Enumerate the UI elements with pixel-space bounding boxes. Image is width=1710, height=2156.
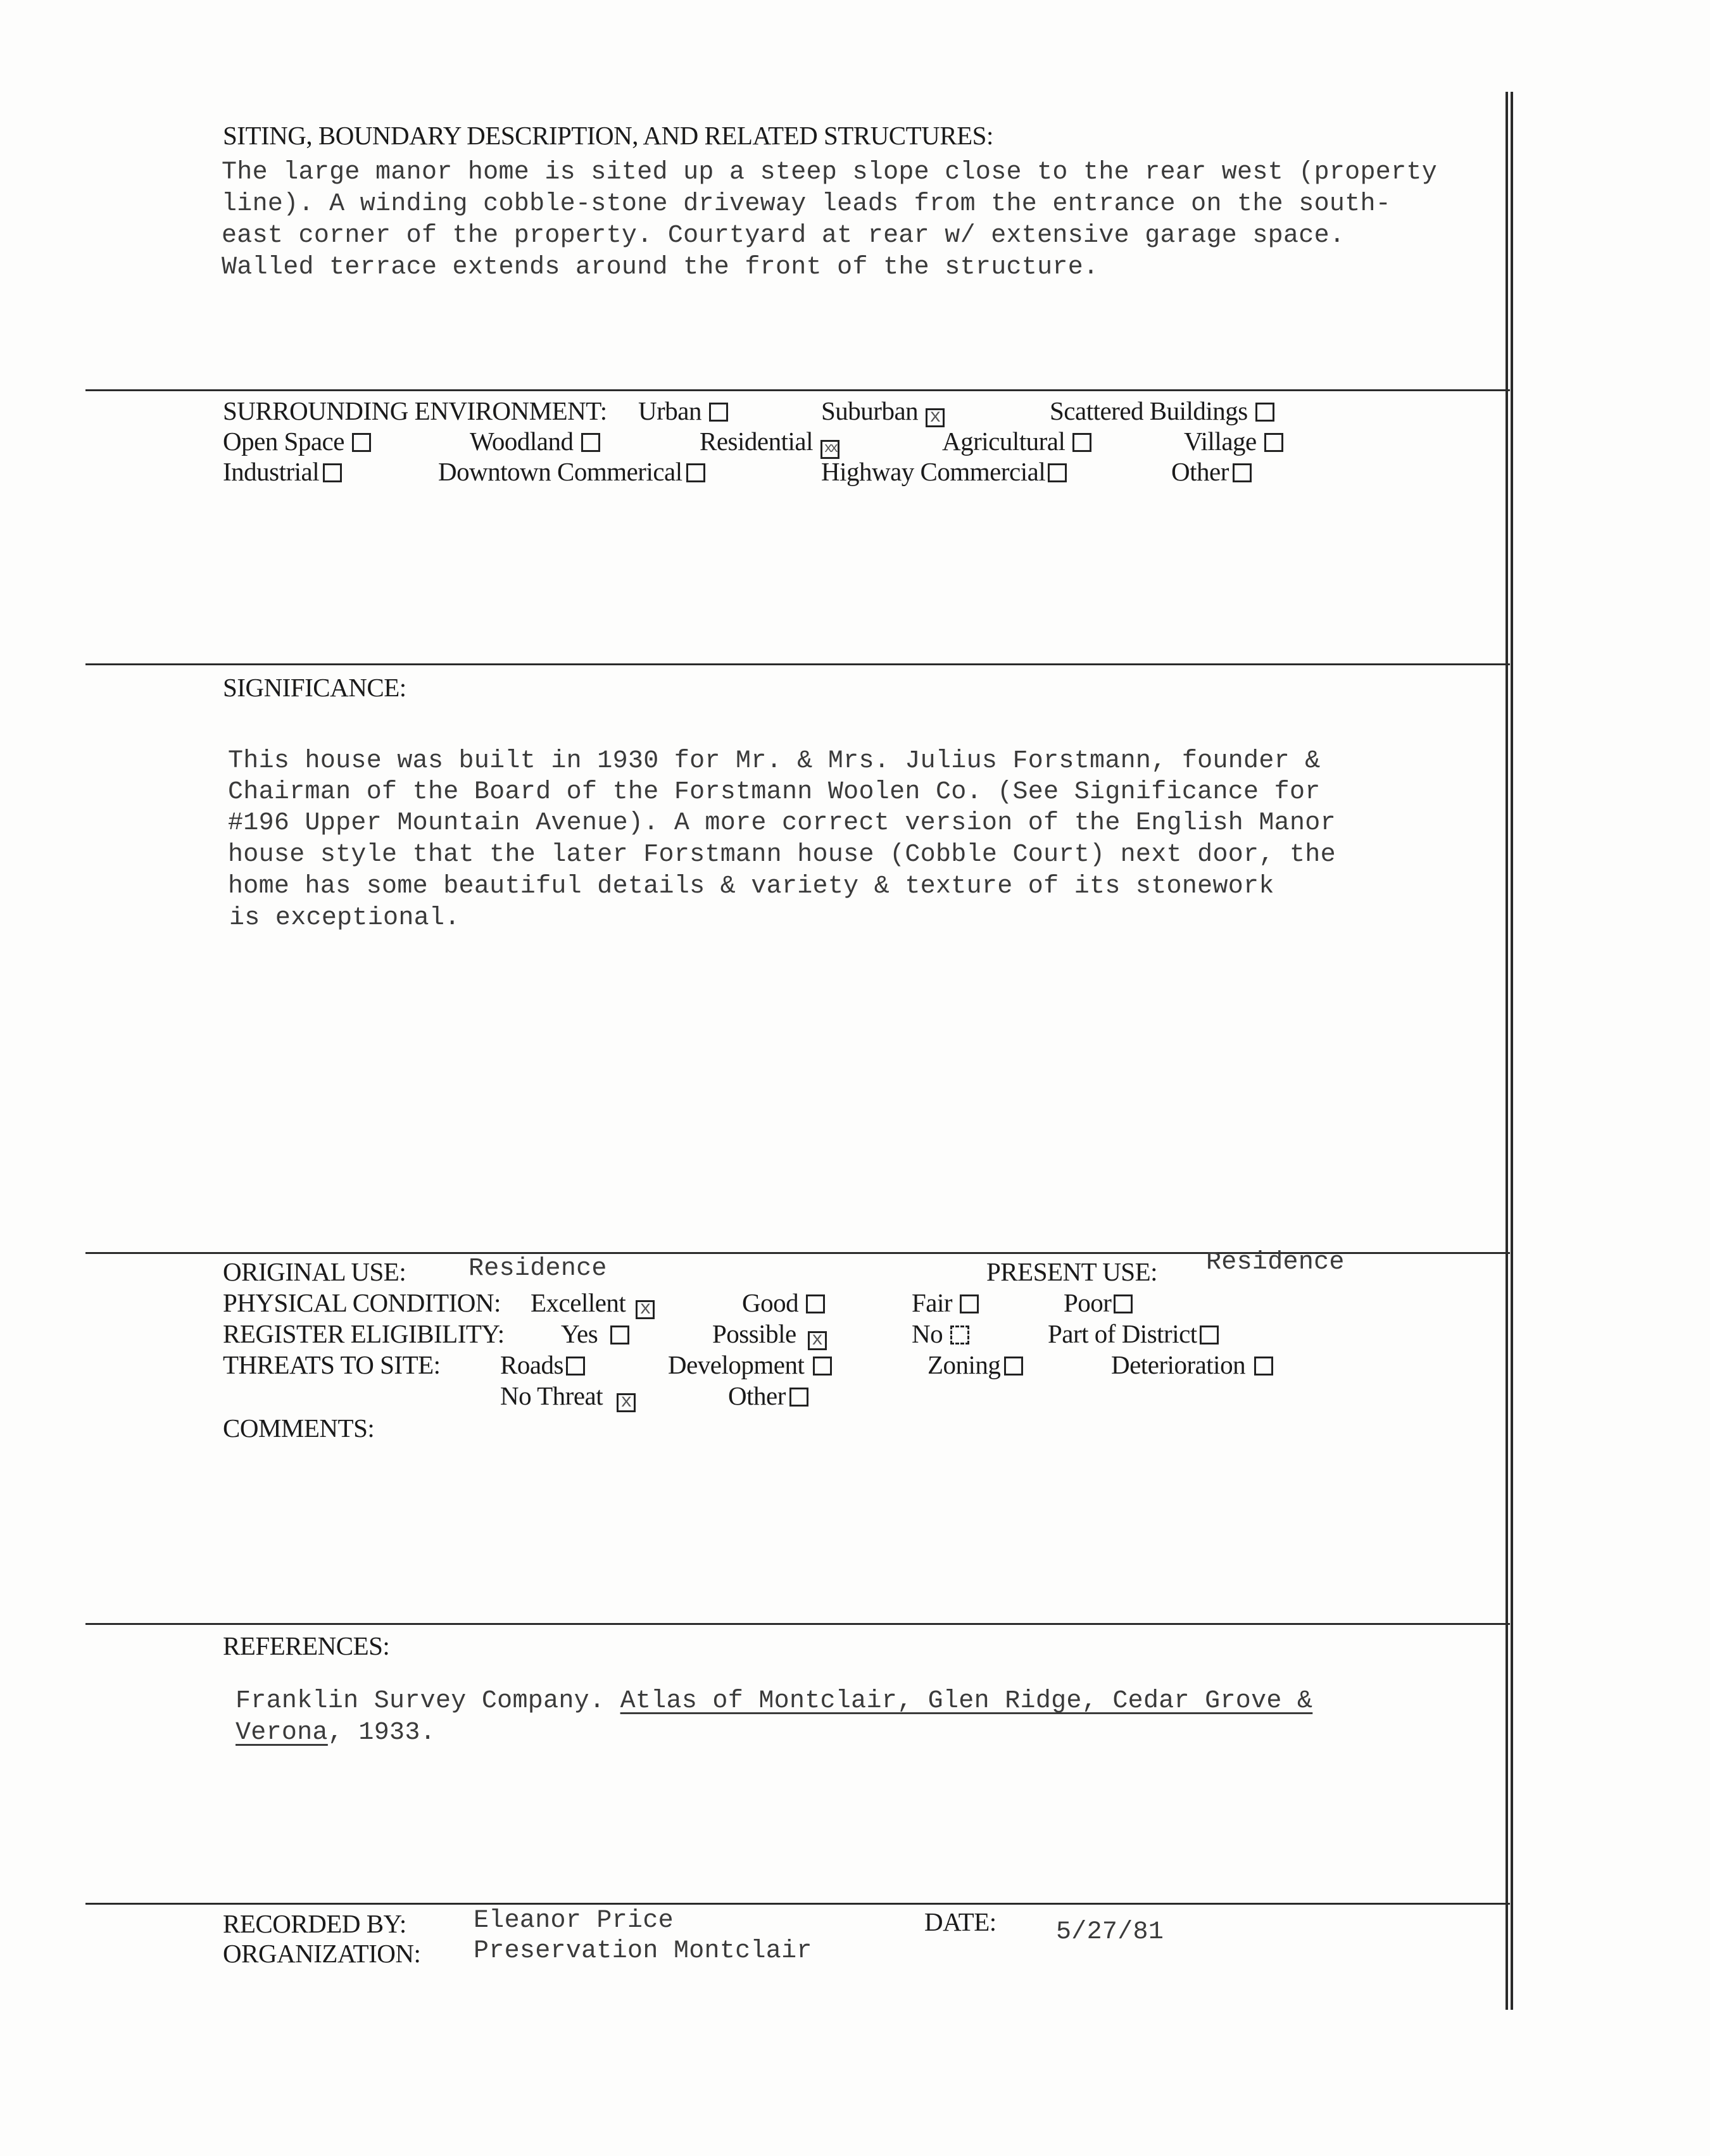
siting-line-2: line). A winding cobble-stone driveway leads from the entrance on the south- — [222, 190, 1392, 218]
option-label: Village — [1184, 427, 1257, 456]
checkbox-checked-icon[interactable]: x — [808, 1331, 827, 1350]
option-label: Excellent — [531, 1288, 626, 1317]
condition-option-excellent[interactable] — [531, 1288, 655, 1319]
env-option-highway-commercial[interactable] — [821, 456, 1067, 487]
checkbox-icon[interactable] — [581, 433, 600, 452]
organization-value: Preservation Montclair — [474, 1937, 812, 1965]
checkbox-icon[interactable] — [1254, 1357, 1273, 1376]
option-label: Scattered Buildings — [1050, 396, 1248, 425]
env-option-other[interactable] — [1171, 456, 1252, 487]
significance-line-2: Chairman of the Board of the Forstmann Woolen Co. (See Significance for — [228, 778, 1321, 806]
option-label: Deterioration — [1111, 1350, 1246, 1379]
significance-line-4: house style that the later Forstmann house (Cobble Court) next door, the — [228, 841, 1336, 869]
checkbox-checked-icon[interactable]: x — [636, 1300, 655, 1319]
original-use-value: Residence — [468, 1255, 607, 1283]
option-label: Industrial — [223, 457, 320, 486]
checkbox-icon[interactable] — [323, 463, 342, 482]
option-label: Development — [668, 1350, 805, 1379]
checkbox-checked-icon[interactable]: xx — [820, 440, 839, 459]
env-option-agricultural[interactable] — [942, 426, 1091, 456]
register-eligibility-label: REGISTER ELIGIBILITY: — [223, 1319, 505, 1348]
checkbox-icon[interactable] — [1255, 403, 1274, 422]
siting-line-1: The large manor home is sited up a steep slope close to the rear west (property — [222, 158, 1438, 187]
reference-title-cont: Verona — [236, 1719, 328, 1747]
option-label: Highway Commercial — [821, 457, 1046, 486]
threat-option-development[interactable] — [668, 1350, 832, 1380]
eligibility-option-possible[interactable] — [712, 1319, 827, 1350]
env-option-downtown-commerical[interactable] — [438, 456, 705, 487]
checkbox-icon[interactable] — [960, 1294, 979, 1313]
present-use-label: PRESENT USE: — [986, 1257, 1158, 1286]
date-value: 5/27/81 — [1056, 1918, 1164, 1946]
checkbox-icon[interactable] — [352, 433, 371, 452]
present-use-value: Residence — [1206, 1248, 1345, 1277]
option-label: Fair — [912, 1288, 953, 1317]
significance-line-5: home has some beautiful details & variety & texture of its stonework — [228, 872, 1274, 901]
checkbox-checked-icon[interactable]: x — [926, 408, 945, 427]
checkbox-icon[interactable] — [1233, 463, 1252, 482]
siting-line-3: east corner of the property. Courtyard at rear w/ extensive garage space. — [222, 222, 1345, 250]
eligibility-option-yes[interactable] — [561, 1319, 629, 1349]
threat-option-zoning[interactable] — [927, 1350, 1023, 1380]
env-option-scattered-buildings[interactable] — [1050, 396, 1274, 426]
checkbox-icon[interactable] — [806, 1294, 825, 1313]
option-label: Good — [742, 1288, 799, 1317]
checkbox-icon[interactable] — [1264, 433, 1283, 452]
date-label: DATE: — [924, 1907, 996, 1936]
checkbox-icon[interactable] — [709, 403, 728, 422]
significance-line-6: is exceptional. — [229, 904, 460, 932]
siting-line-4: Walled terrace extends around the front of the structure. — [222, 253, 1099, 282]
option-label: Part of District — [1048, 1319, 1197, 1348]
checkbox-icon[interactable] — [1072, 433, 1091, 452]
condition-option-fair[interactable] — [912, 1288, 979, 1318]
option-label: Poor — [1064, 1288, 1112, 1317]
recorded-by-value: Eleanor Price — [474, 1907, 674, 1935]
env-option-industrial[interactable] — [223, 456, 342, 487]
reference-author: Franklin Survey Company. — [236, 1687, 605, 1715]
option-label: Yes — [561, 1319, 598, 1348]
significance-line-1: This house was built in 1930 for Mr. & Mrs. Julius Forstmann, founder & — [228, 747, 1321, 775]
significance-line-3: #196 Upper Mountain Avenue). A more correct version of the English Manor — [228, 809, 1336, 837]
checkbox-icon[interactable] — [1048, 463, 1067, 482]
threat-option-other[interactable] — [728, 1381, 808, 1411]
option-label: Agricultural — [942, 427, 1066, 456]
siting-heading: SITING, BOUNDARY DESCRIPTION, AND RELATED STRUCTURES: — [223, 121, 993, 150]
recorded-by-label: RECORDED BY: — [223, 1909, 406, 1938]
option-label: Open Space — [223, 427, 344, 456]
condition-option-poor[interactable] — [1064, 1288, 1133, 1318]
checkbox-icon[interactable] — [1200, 1326, 1219, 1344]
divider-5 — [85, 1903, 1510, 1905]
eligibility-option-part-of-district[interactable] — [1048, 1319, 1219, 1349]
condition-option-good[interactable] — [742, 1288, 825, 1318]
threat-option-no-threat[interactable] — [500, 1381, 636, 1412]
env-option-suburban[interactable] — [821, 396, 945, 427]
env-option-woodland[interactable] — [470, 426, 600, 456]
option-label: Suburban — [821, 396, 919, 425]
env-option-residential[interactable] — [700, 426, 839, 459]
checkbox-icon[interactable] — [1114, 1294, 1133, 1313]
organization-label: ORGANIZATION: — [223, 1939, 421, 1968]
comments-label: COMMENTS: — [223, 1413, 375, 1443]
option-label: Possible — [712, 1319, 796, 1348]
original-use-label: ORIGINAL USE: — [223, 1257, 406, 1286]
reference-title: Atlas of Montclair, Glen Ridge, Cedar Grove & — [620, 1687, 1313, 1715]
checkbox-icon[interactable] — [566, 1357, 585, 1376]
references-heading: REFERENCES: — [223, 1631, 390, 1660]
option-label: Residential — [700, 427, 813, 456]
option-label: No — [912, 1319, 943, 1348]
divider-2 — [85, 663, 1510, 665]
option-label: Downtown Commerical — [438, 457, 682, 486]
option-label: Other — [728, 1381, 786, 1410]
reference-line-1 — [236, 1687, 1312, 1715]
reference-year: , 1933. — [327, 1719, 436, 1747]
checkbox-icon[interactable] — [789, 1388, 808, 1407]
option-label: Zoning — [927, 1350, 1001, 1379]
option-label: Urban — [638, 396, 701, 425]
physical-condition-label: PHYSICAL CONDITION: — [223, 1288, 501, 1317]
threats-label: THREATS TO SITE: — [223, 1350, 441, 1379]
right-border-line-inner — [1511, 92, 1513, 2010]
eligibility-option-no[interactable] — [912, 1319, 969, 1349]
option-label: No Threat — [500, 1381, 603, 1410]
checkbox-icon[interactable] — [1004, 1357, 1023, 1376]
option-label: Roads — [500, 1350, 563, 1379]
threat-option-deterioration[interactable] — [1111, 1350, 1273, 1380]
environment-label: SURROUNDING ENVIRONMENT: — [223, 396, 607, 425]
env-option-urban[interactable] — [638, 396, 728, 426]
env-option-village[interactable] — [1184, 426, 1283, 456]
right-border-line-outer — [1506, 92, 1508, 2010]
checkbox-icon[interactable] — [610, 1326, 629, 1344]
checkbox-checked-icon[interactable]: x — [617, 1393, 636, 1412]
checkbox-icon[interactable] — [813, 1357, 832, 1376]
env-option-open-space[interactable] — [223, 426, 371, 456]
checkbox-icon[interactable] — [686, 463, 705, 482]
divider-4 — [85, 1623, 1510, 1625]
threat-option-roads[interactable] — [500, 1350, 585, 1380]
option-label: Other — [1171, 457, 1229, 486]
significance-heading: SIGNIFICANCE: — [223, 673, 406, 702]
divider-1 — [85, 389, 1510, 391]
option-label: Woodland — [470, 427, 574, 456]
checkbox-icon[interactable] — [950, 1326, 969, 1344]
reference-line-2 — [236, 1719, 436, 1747]
